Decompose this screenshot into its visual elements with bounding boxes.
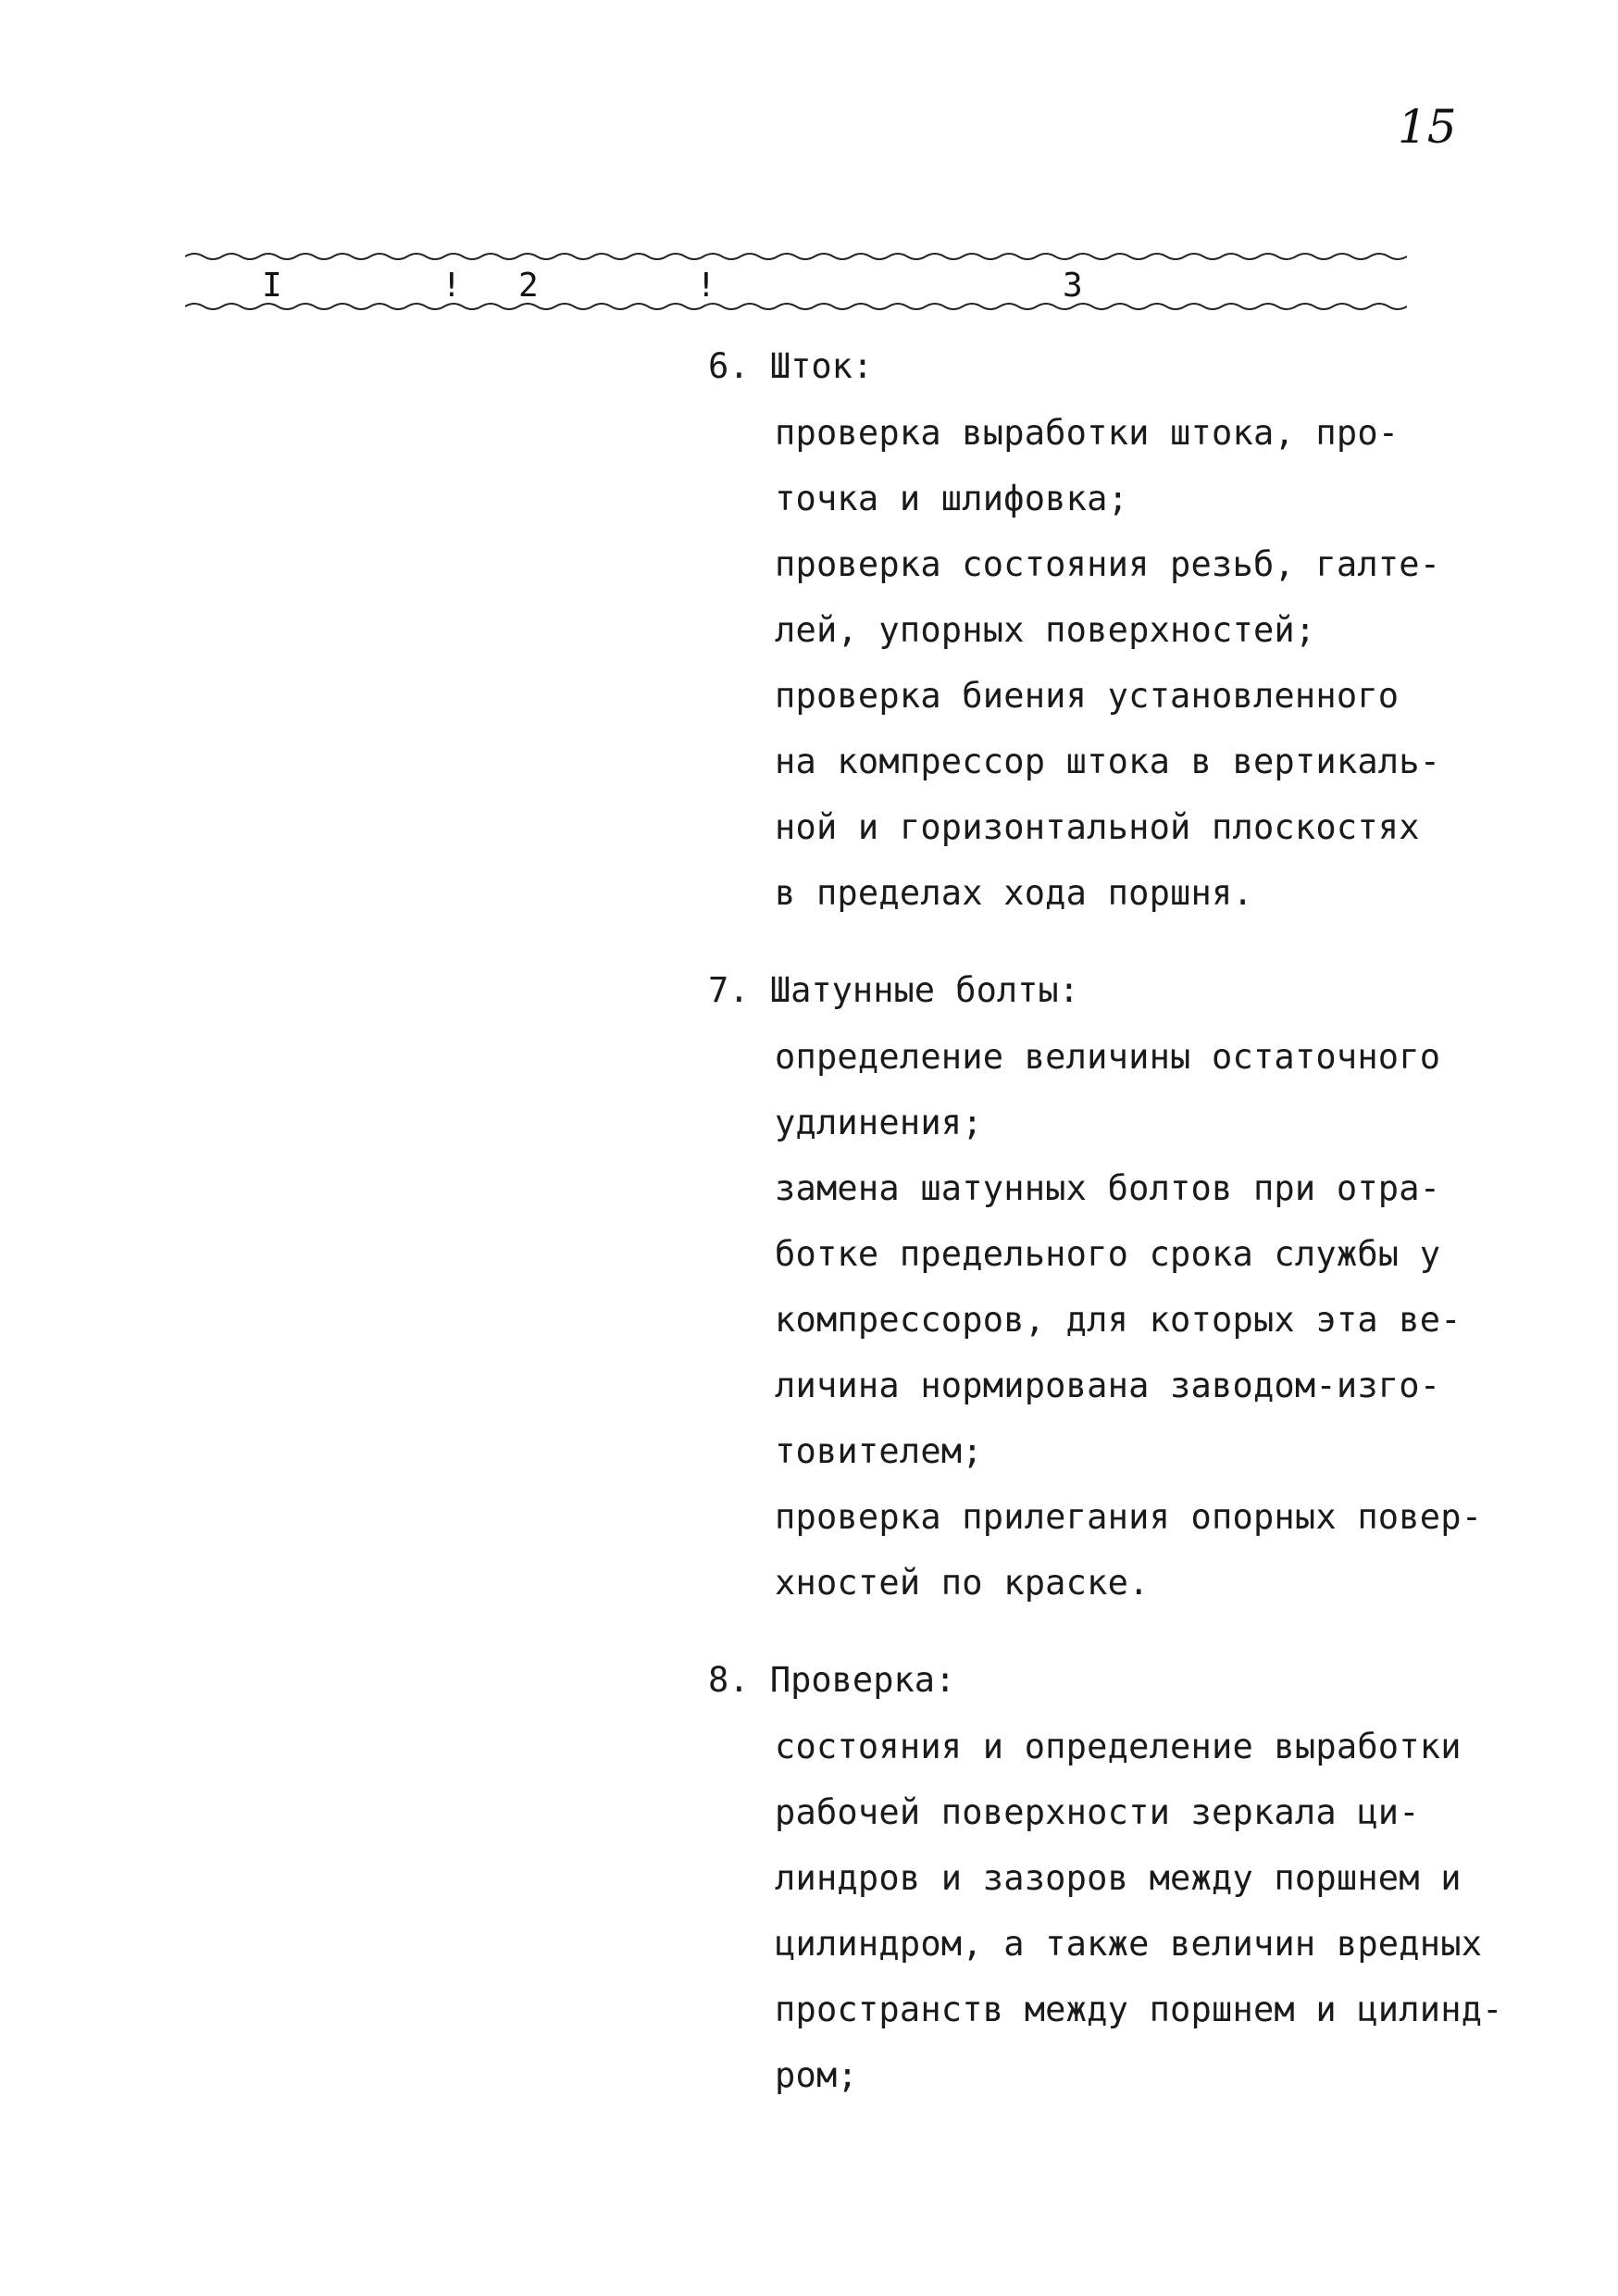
item-line: рабочей поверхности зеркала ци- xyxy=(775,1792,1420,1832)
item-line: ной и горизонтальной плоскостях xyxy=(775,807,1420,847)
item-line: удлинения; xyxy=(775,1103,983,1142)
item-line: линдров и зазоров между поршнем и xyxy=(775,1858,1462,1898)
item-7 xyxy=(708,957,1483,1616)
item-heading: 6. Шток: xyxy=(708,346,874,386)
item-line: товителем; xyxy=(775,1431,983,1471)
page-number: 15 xyxy=(1398,100,1457,154)
column-label-3: 3 xyxy=(1063,267,1083,305)
item-line: проверка выработки штока, про- xyxy=(775,413,1400,453)
item-line: цилиндром, а также величин вредных xyxy=(775,1924,1483,1964)
item-line: пространств между поршнем и цилинд- xyxy=(775,1990,1503,2029)
item-8 xyxy=(708,1647,1503,2108)
item-line: точка и шлифовка; xyxy=(775,479,1129,518)
header-top-rule xyxy=(185,248,1407,265)
item-line: на компрессор штока в вертикаль- xyxy=(775,742,1441,781)
item-line: замена шатунных болтов при отра- xyxy=(775,1168,1441,1208)
item-line: состояния и определение выработки xyxy=(775,1727,1462,1766)
content-column xyxy=(708,333,1503,2108)
column-separator-1: ! xyxy=(442,267,462,305)
item-line: ром; xyxy=(775,2055,858,2095)
item-heading: 8. Проверка: xyxy=(708,1660,956,1700)
column-separator-2: ! xyxy=(696,267,716,305)
item-heading: 7. Шатунные болты: xyxy=(708,970,1079,1010)
item-line: личина нормирована заводом-изго- xyxy=(775,1366,1441,1405)
column-label-2: 2 xyxy=(518,267,539,305)
column-label-1: I xyxy=(262,267,282,305)
item-line: проверка прилегания опорных повер- xyxy=(775,1497,1483,1537)
header-bottom-rule xyxy=(185,298,1407,315)
item-line: компрессоров, для которых эта ве- xyxy=(775,1300,1462,1340)
item-6 xyxy=(708,333,1476,926)
item-line: проверка состояния резьб, галте- xyxy=(775,544,1441,584)
item-line: в пределах хода поршня. xyxy=(775,873,1253,913)
item-line: ботке предельного срока службы у xyxy=(775,1234,1441,1274)
item-line: лей, упорных поверхностей; xyxy=(775,610,1316,650)
item-line: определение величины остаточного xyxy=(775,1037,1441,1077)
item-line: хностей по краске. xyxy=(775,1563,1150,1603)
item-line: проверка биения установленного xyxy=(775,676,1400,716)
